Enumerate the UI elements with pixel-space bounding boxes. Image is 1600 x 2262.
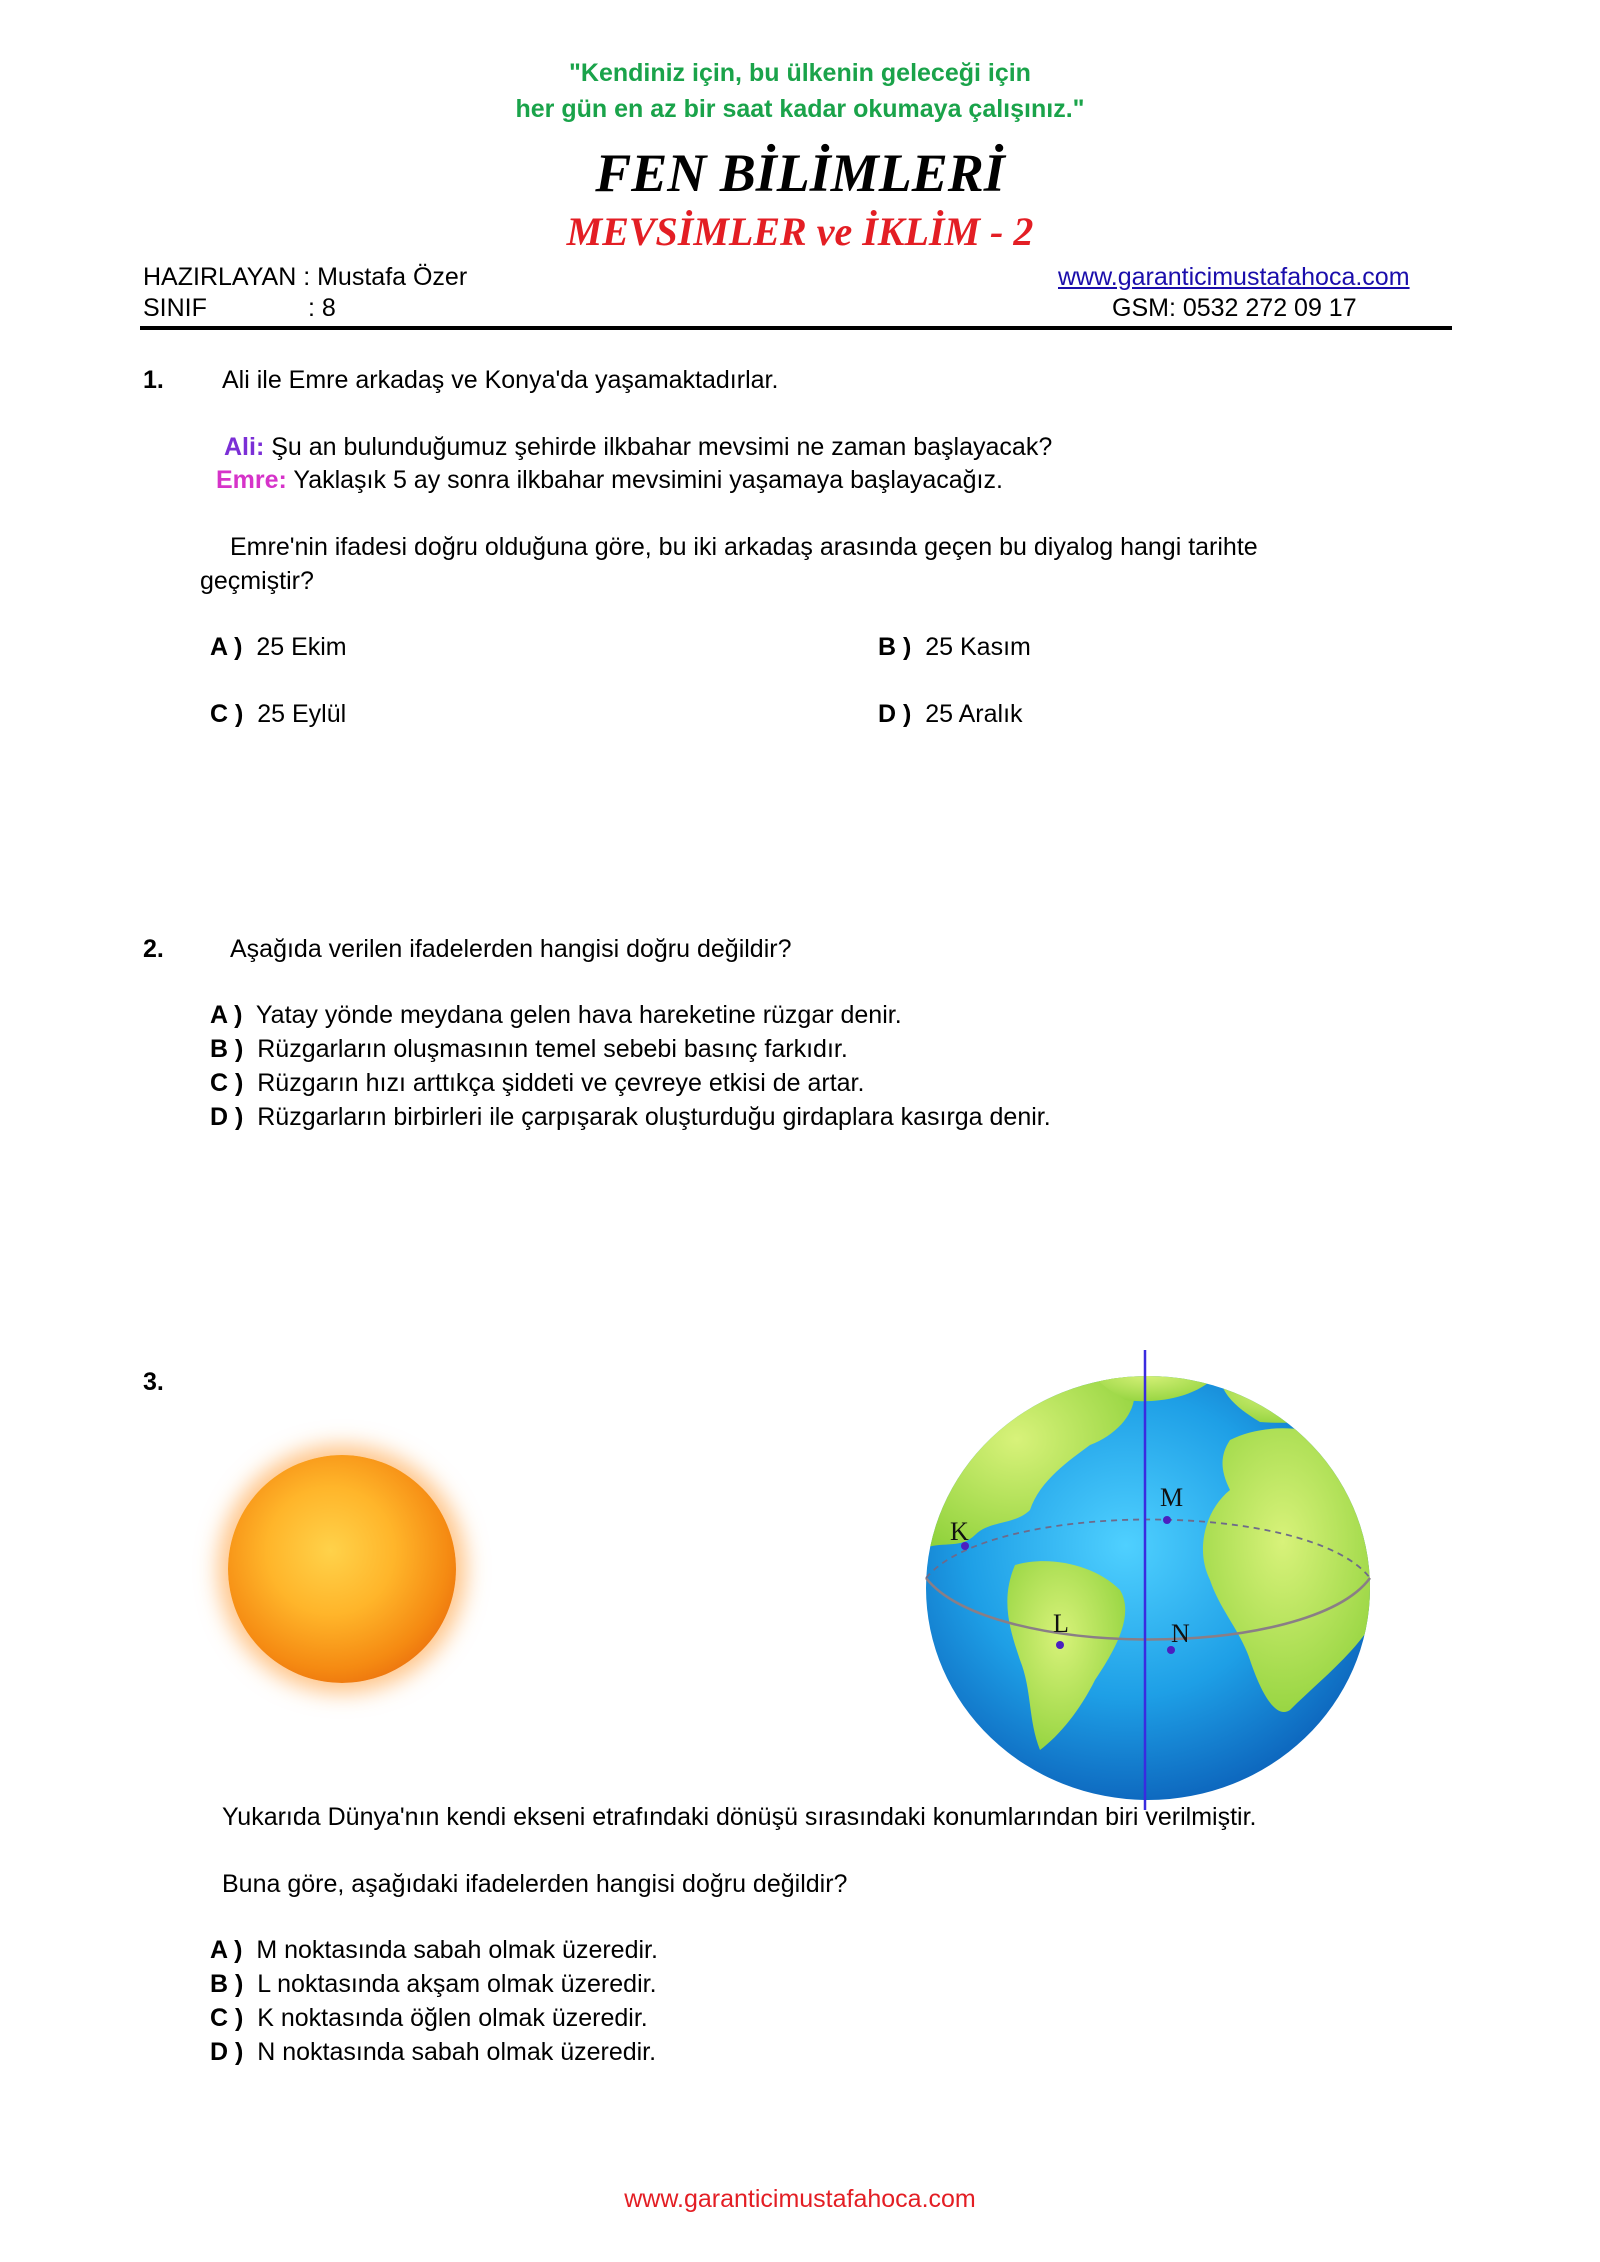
- q1-question-line-1: Emre'nin ifadesi doğru olduğuna göre, bu iki arkadaş arasında geçen bu diyalog hangi tarihte: [230, 533, 1258, 561]
- point-l-label: L: [1053, 1609, 1069, 1638]
- q3-option-c[interactable]: C ) K noktasında öğlen olmak üzeredir.: [210, 2004, 648, 2032]
- q1-emre-name: Emre:: [216, 466, 287, 494]
- q1-number: 1.: [143, 366, 164, 394]
- gsm-number: GSM: 0532 272 09 17: [1112, 294, 1357, 322]
- q3-option-b[interactable]: B ) L noktasında akşam olmak üzeredir.: [210, 1970, 657, 1998]
- point-k-label: K: [950, 1517, 969, 1546]
- q3-option-a[interactable]: A ) M noktasında sabah olmak üzeredir.: [210, 1936, 658, 1964]
- q2-option-a[interactable]: A ) Yatay yönde meydana gelen hava hareketine rüzgar denir.: [210, 1001, 902, 1029]
- q1-intro: Ali ile Emre arkadaş ve Konya'da yaşamaktadırlar.: [222, 366, 779, 394]
- q1-ali-name: Ali:: [224, 433, 265, 461]
- point-l-marker: [1056, 1641, 1064, 1649]
- q1-emre-text: Yaklaşık 5 ay sonra ilkbahar mevsimini yaşamaya başlayacağız.: [293, 466, 1003, 494]
- point-n-label: N: [1171, 1619, 1190, 1648]
- website-link[interactable]: www.garanticimustafahoca.com: [1058, 263, 1410, 291]
- q3-statement: Yukarıda Dünya'nın kendi ekseni etrafındaki dönüşü sırasındaki konumlarından biri verilmiştir.: [222, 1803, 1257, 1831]
- q1-option-b[interactable]: B ) 25 Kasım: [878, 633, 1031, 661]
- q1-ali-text: Şu an bulunduğumuz şehirde ilkbahar mevsimi ne zaman başlayacak?: [271, 433, 1053, 461]
- q2-number: 2.: [143, 935, 164, 963]
- page-subtitle: MEVSİMLER ve İKLİM - 2: [566, 209, 1034, 254]
- motto-line-2: her gün en az bir saat kadar okumaya çalışınız.": [515, 95, 1085, 123]
- q2-option-d[interactable]: D ) Rüzgarların birbirleri ile çarpışarak oluşturduğu girdaplara kasırga denir.: [210, 1103, 1051, 1131]
- q1-option-a[interactable]: A ) 25 Ekim: [210, 633, 347, 661]
- q1-emre-line: [216, 463, 1003, 497]
- q1-option-d[interactable]: D ) 25 Aralık: [878, 700, 1023, 728]
- header-divider: [140, 326, 1452, 330]
- q2-option-b[interactable]: B ) Rüzgarların oluşmasının temel sebebi basınç farkıdır.: [210, 1035, 848, 1063]
- prepared-by: HAZIRLAYAN : Mustafa Özer: [143, 263, 468, 291]
- footer-website-link[interactable]: www.garanticimustafahoca.com: [624, 2185, 976, 2213]
- q3-option-d[interactable]: D ) N noktasında sabah olmak üzeredir.: [210, 2038, 657, 2066]
- q1-option-c[interactable]: C ) 25 Eylül: [210, 700, 347, 728]
- q2-question: Aşağıda verilen ifadelerden hangisi doğru değildir?: [230, 935, 792, 963]
- sun-image: [228, 1455, 456, 1683]
- class-label: SINIF: [143, 294, 207, 322]
- q1-question-line-2: geçmiştir?: [200, 567, 314, 595]
- page-title: FEN BİLİMLERİ: [595, 143, 1005, 203]
- q3-number: 3.: [143, 1368, 164, 1396]
- q3-question: Buna göre, aşağıdaki ifadelerden hangisi doğru değildir?: [222, 1870, 848, 1898]
- earth-diagram: [920, 1350, 1380, 1810]
- q1-ali-line: [224, 430, 1052, 464]
- class-value: : 8: [308, 294, 336, 322]
- point-m-marker: [1163, 1516, 1171, 1524]
- motto-line-1: "Kendiniz için, bu ülkenin geleceği için: [569, 59, 1031, 87]
- point-m-label: M: [1160, 1483, 1184, 1512]
- q2-option-c[interactable]: C ) Rüzgarın hızı arttıkça şiddeti ve çevreye etkisi de artar.: [210, 1069, 865, 1097]
